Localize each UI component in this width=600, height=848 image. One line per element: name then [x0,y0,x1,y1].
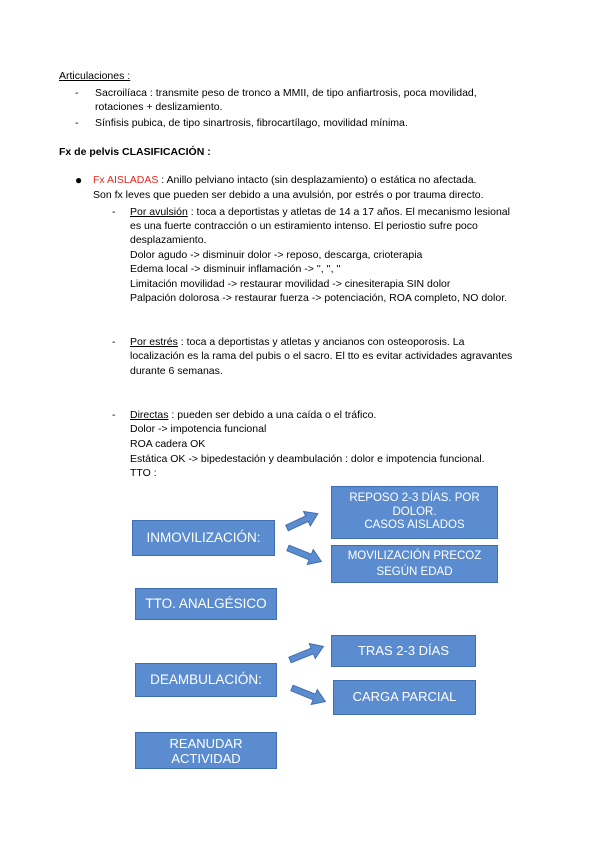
avulsion-line: Limitación movilidad -> restaurar movilidad -> cinesiterapia SIN dolor [130,278,451,290]
list-dash: - [112,206,116,218]
arrow-up-icon [284,506,322,535]
clasificacion-title: Fx de pelvis CLASIFICACIÓN : [59,146,211,158]
list-item-cont: rotaciones + deslizamiento. [95,101,223,113]
avulsion-text: : toca a deportistas y atletas de 14 a 17 años. El mecanismo lesional [187,206,510,218]
reanudar-line: REANUDAR [169,735,243,751]
list-dash: - [112,409,116,421]
directas-line: ROA cadera OK [130,438,206,450]
arrow-down-icon [289,681,328,709]
movilizacion-line: SEGÚN EDAD [376,566,453,578]
estres-label: Por estrés [130,336,178,348]
avulsion-label: Por avulsión [130,206,188,218]
inmovilizacion-label: INMOVILIZACIÓN: [146,529,261,545]
arrow-up-icon [287,639,326,667]
directas-text: : pueden ser debido a una caída o el tráfico. [168,409,377,421]
aisladas-label: Fx AISLADAS [93,174,159,186]
aisladas-text: : Anillo pelviano intacto (sin desplazamiento) o estática no afectada. [158,174,477,186]
reposo-line: REPOSO 2-3 DÍAS. POR [349,492,480,505]
avulsion-line: Palpación dolorosa -> restaurar fuerza -> potenciación, ROA completo, NO dolor. [130,292,508,304]
reanudar-line: ACTIVIDAD [171,750,241,766]
list-dash: - [75,87,79,99]
bullet-icon: ● [75,173,83,187]
directas-line: Dolor -> impotencia funcional [130,423,267,435]
reposo-line: CASOS AISLADOS [364,519,465,532]
arrow-down-icon [285,541,324,569]
avulsion-line: desplazamiento. [130,234,207,246]
aisladas-line2: Son fx leves que pueden ser debido a una avulsión, por estrés o por trauma directo. [93,189,484,201]
avulsion-line: Edema local -> disminuir inflamación -> '', '', '' [130,263,341,275]
movilizacion-line: MOVILIZACIÓN PRECOZ [347,550,482,562]
articulaciones-title: Articulaciones : [59,70,131,82]
estres-text: : toca a deportistas y atletas y ancianos con osteoporosis. La [177,336,465,348]
directas-line: TTO : [130,467,157,479]
estres-line: durante 6 semanas. [130,365,223,377]
list-item: Sacroilíaca : transmite peso de tronco a MMII, de tipo anfiartrosis, poca movilidad, [95,87,477,99]
analgesico-label: TTO. ANALGÉSICO [145,595,267,611]
carga-label: CARGA PARCIAL [352,689,457,705]
list-dash: - [112,336,116,348]
list-item: Sínfisis pubica, de tipo sinartrosis, fibrocartílago, movilidad mínima. [95,117,408,129]
directas-label: Directas [130,409,169,421]
list-dash: - [75,117,79,129]
directas-line: Estática OK -> bipedestación y deambulación : dolor e impotencia funcional. [130,453,485,465]
reposo-line: DOLOR. [392,505,437,518]
avulsion-line: Dolor agudo -> disminuir dolor -> reposo, descarga, crioterapia [130,249,423,261]
tras-label: TRAS 2-3 DÍAS [357,642,450,658]
deambulacion-label: DEAMBULACIÓN: [150,671,262,687]
estres-line: localización es la rama del pubis o el sacro. El tto es evitar actividades agravantes [130,350,513,362]
avulsion-line: es una fuerte contracción o un estiramiento intenso. El periostio sufre poco [130,220,478,232]
